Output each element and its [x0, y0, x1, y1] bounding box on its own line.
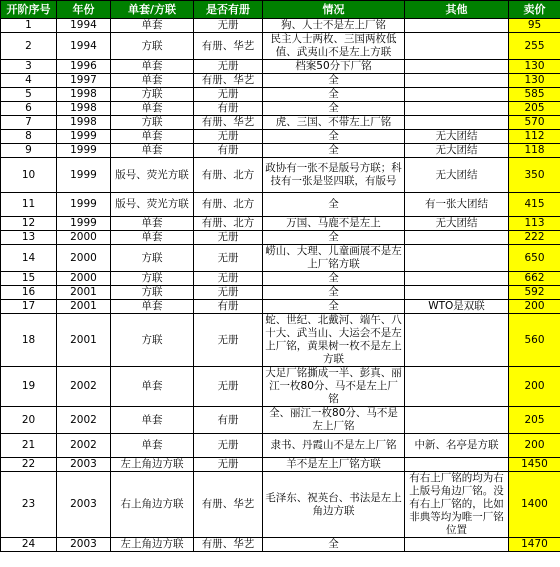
header-seq: 开阶序号: [1, 1, 57, 19]
cell-type: 单套: [111, 434, 194, 458]
cell-year: 2001: [57, 300, 111, 314]
cell-other: [405, 33, 509, 60]
table-row: [1, 300, 560, 314]
cell-type: 方联: [111, 286, 194, 300]
cell-situation: 虎、三国、不带左上厂铭: [263, 116, 405, 130]
cell-album: 有册、华艺: [194, 33, 263, 60]
header-type: 单套/方联: [111, 1, 194, 19]
cell-situation: 全: [263, 88, 405, 102]
cell-album: 无册: [194, 130, 263, 144]
table-row: [1, 434, 560, 458]
table-row: [1, 88, 560, 102]
table-row: [1, 272, 560, 286]
cell-year: 1998: [57, 116, 111, 130]
cell-price: 592: [509, 286, 560, 300]
cell-year: 1999: [57, 217, 111, 231]
cell-type: 方联: [111, 88, 194, 102]
table-row: [1, 314, 560, 367]
cell-seq: 8: [1, 130, 57, 144]
cell-album: 无册: [194, 272, 263, 286]
table-row: [1, 33, 560, 60]
cell-album: 无册: [194, 88, 263, 102]
cell-situation: 毛泽东、祝英台、书法是左上角边方联: [263, 472, 405, 538]
cell-price: 222: [509, 231, 560, 245]
cell-year: 2001: [57, 286, 111, 300]
cell-price: 118: [509, 144, 560, 158]
cell-type: 单套: [111, 74, 194, 88]
cell-other: 无大团结: [405, 158, 509, 193]
table-row: [1, 231, 560, 245]
cell-price: 662: [509, 272, 560, 286]
cell-album: 无册: [194, 245, 263, 272]
table-row: [1, 74, 560, 88]
cell-album: 有册、北方: [194, 217, 263, 231]
cell-other: [405, 88, 509, 102]
cell-other: [405, 245, 509, 272]
cell-seq: 5: [1, 88, 57, 102]
cell-situation: 全: [263, 144, 405, 158]
cell-type: 单套: [111, 231, 194, 245]
cell-price: 1450: [509, 458, 560, 472]
cell-situation: 档案50分下厂铭: [263, 60, 405, 74]
cell-year: 2003: [57, 458, 111, 472]
cell-album: 有册: [194, 300, 263, 314]
cell-seq: 24: [1, 538, 57, 552]
cell-seq: 21: [1, 434, 57, 458]
cell-other: 无大团结: [405, 217, 509, 231]
cell-other: [405, 407, 509, 434]
cell-other: 中新、名亭是方联: [405, 434, 509, 458]
cell-seq: 11: [1, 193, 57, 217]
cell-seq: 23: [1, 472, 57, 538]
cell-price: 560: [509, 314, 560, 367]
cell-situation: 全: [263, 74, 405, 88]
cell-type: 单套: [111, 407, 194, 434]
header-album: 是否有册: [194, 1, 263, 19]
cell-type: 左上角边方联: [111, 538, 194, 552]
table-row: [1, 407, 560, 434]
cell-album: 无册: [194, 60, 263, 74]
cell-year: 2003: [57, 472, 111, 538]
cell-situation: 全: [263, 102, 405, 116]
cell-price: 200: [509, 434, 560, 458]
cell-price: 205: [509, 407, 560, 434]
cell-seq: 19: [1, 367, 57, 407]
table-row: [1, 116, 560, 130]
cell-year: 2003: [57, 538, 111, 552]
cell-type: 单套: [111, 367, 194, 407]
cell-other: [405, 538, 509, 552]
cell-price: 200: [509, 300, 560, 314]
cell-situation: 万国、马鹿不是左上: [263, 217, 405, 231]
cell-type: 版号、荧光方联: [111, 158, 194, 193]
table-row: [1, 158, 560, 193]
cell-seq: 13: [1, 231, 57, 245]
cell-other: 有一张大团结: [405, 193, 509, 217]
cell-type: 方联: [111, 272, 194, 286]
cell-price: 570: [509, 116, 560, 130]
cell-year: 1998: [57, 102, 111, 116]
table-row: [1, 193, 560, 217]
cell-other: [405, 272, 509, 286]
cell-price: 650: [509, 245, 560, 272]
cell-price: 255: [509, 33, 560, 60]
cell-album: 无册: [194, 367, 263, 407]
cell-other: 无大团结: [405, 144, 509, 158]
cell-seq: 9: [1, 144, 57, 158]
table-row: [1, 286, 560, 300]
cell-seq: 1: [1, 19, 57, 33]
cell-year: 1994: [57, 33, 111, 60]
cell-situation: 民主人士两枚、三国两枚低值、武夷山不是左上方联: [263, 33, 405, 60]
table-row: [1, 19, 560, 33]
cell-situation: 全: [263, 272, 405, 286]
cell-album: 有册: [194, 102, 263, 116]
cell-price: 113: [509, 217, 560, 231]
cell-year: 1999: [57, 158, 111, 193]
cell-album: 有册、华艺: [194, 472, 263, 538]
cell-type: 单套: [111, 130, 194, 144]
cell-type: 左上角边方联: [111, 458, 194, 472]
cell-year: 2002: [57, 367, 111, 407]
cell-type: 方联: [111, 314, 194, 367]
cell-seq: 4: [1, 74, 57, 88]
cell-year: 1998: [57, 88, 111, 102]
cell-price: 415: [509, 193, 560, 217]
table-body: [1, 19, 560, 552]
cell-situation: 羊不是左上厂铭方联: [263, 458, 405, 472]
cell-other: 无大团结: [405, 130, 509, 144]
cell-album: 无册: [194, 314, 263, 367]
cell-album: 有册、华艺: [194, 116, 263, 130]
cell-situation: 全: [263, 300, 405, 314]
cell-year: 1999: [57, 144, 111, 158]
cell-year: 1994: [57, 19, 111, 33]
cell-year: 1999: [57, 130, 111, 144]
cell-album: 有册: [194, 144, 263, 158]
cell-situation: 大足厂铭撕成一半、彭真、丽江一枚80分、马不是左上厂铭: [263, 367, 405, 407]
table-row: [1, 472, 560, 538]
cell-seq: 20: [1, 407, 57, 434]
cell-seq: 17: [1, 300, 57, 314]
cell-type: 单套: [111, 217, 194, 231]
cell-type: 方联: [111, 245, 194, 272]
cell-album: 无册: [194, 458, 263, 472]
cell-situation: 蛇、世纪、北戴河、端午、八十大、武当山、大运会不是左上厂铭，黄果树一枚不是左上方联: [263, 314, 405, 367]
cell-situation: 隶书、丹霞山不是左上厂铭: [263, 434, 405, 458]
cell-type: 单套: [111, 300, 194, 314]
table-row: [1, 60, 560, 74]
table-row: [1, 367, 560, 407]
cell-situation: 政协有一张不是版号方联；科技有一张是竖四联，有版号: [263, 158, 405, 193]
cell-situation: 崂山、大理、儿童画展不是左上厂铭方联: [263, 245, 405, 272]
table-row: [1, 144, 560, 158]
header-price: 卖价: [509, 1, 560, 19]
cell-album: 有册、北方: [194, 193, 263, 217]
header-year: 年份: [57, 1, 111, 19]
cell-type: 单套: [111, 102, 194, 116]
cell-other: [405, 116, 509, 130]
table-row: [1, 217, 560, 231]
cell-price: 130: [509, 60, 560, 74]
cell-other: [405, 314, 509, 367]
table-row: [1, 130, 560, 144]
cell-seq: 18: [1, 314, 57, 367]
cell-price: 200: [509, 367, 560, 407]
cell-seq: 14: [1, 245, 57, 272]
cell-album: 有册: [194, 407, 263, 434]
cell-other: [405, 458, 509, 472]
cell-situation: 全: [263, 538, 405, 552]
cell-situation: 全: [263, 231, 405, 245]
cell-other: [405, 19, 509, 33]
cell-type: 版号、荧光方联: [111, 193, 194, 217]
cell-price: 112: [509, 130, 560, 144]
cell-year: 2001: [57, 314, 111, 367]
cell-year: 2002: [57, 434, 111, 458]
cell-album: 无册: [194, 231, 263, 245]
cell-type: 右上角边方联: [111, 472, 194, 538]
cell-seq: 6: [1, 102, 57, 116]
cell-year: 2000: [57, 245, 111, 272]
cell-situation: 全: [263, 286, 405, 300]
cell-seq: 22: [1, 458, 57, 472]
cell-situation: 全: [263, 193, 405, 217]
cell-price: 1400: [509, 472, 560, 538]
cell-seq: 2: [1, 33, 57, 60]
cell-price: 1470: [509, 538, 560, 552]
cell-type: 方联: [111, 116, 194, 130]
cell-price: 205: [509, 102, 560, 116]
cell-other: [405, 231, 509, 245]
cell-price: 350: [509, 158, 560, 193]
cell-seq: 15: [1, 272, 57, 286]
cell-album: 有册、华艺: [194, 74, 263, 88]
cell-other: [405, 102, 509, 116]
cell-album: 无册: [194, 434, 263, 458]
cell-other: 有右上厂铭的均为右上版号角边厂铭。没有右上厂铭的，比如非典等均为唯一厂铭位置: [405, 472, 509, 538]
cell-album: 有册、华艺: [194, 538, 263, 552]
table-row: [1, 245, 560, 272]
cell-other: [405, 367, 509, 407]
table-row: [1, 458, 560, 472]
cell-seq: 3: [1, 60, 57, 74]
cell-year: 1999: [57, 193, 111, 217]
cell-situation: 全: [263, 130, 405, 144]
cell-seq: 12: [1, 217, 57, 231]
cell-price: 585: [509, 88, 560, 102]
cell-situation: 狗、人士不是左上厂铭: [263, 19, 405, 33]
cell-type: 单套: [111, 19, 194, 33]
cell-seq: 16: [1, 286, 57, 300]
cell-seq: 7: [1, 116, 57, 130]
cell-price: 95: [509, 19, 560, 33]
cell-situation: 全、丽江一枚80分、马不是左上厂铭: [263, 407, 405, 434]
cell-price: 130: [509, 74, 560, 88]
cell-year: 2002: [57, 407, 111, 434]
cell-year: 1996: [57, 60, 111, 74]
cell-album: 有册、北方: [194, 158, 263, 193]
cell-album: 无册: [194, 286, 263, 300]
cell-year: 2000: [57, 231, 111, 245]
cell-other: [405, 286, 509, 300]
cell-type: 单套: [111, 60, 194, 74]
cell-year: 1997: [57, 74, 111, 88]
cell-seq: 10: [1, 158, 57, 193]
cell-other: [405, 74, 509, 88]
cell-type: 单套: [111, 144, 194, 158]
cell-album: 无册: [194, 19, 263, 33]
header-situation: 情况: [263, 1, 405, 19]
cell-year: 2000: [57, 272, 111, 286]
table-row: [1, 538, 560, 552]
cell-type: 方联: [111, 33, 194, 60]
header-other: 其他: [405, 1, 509, 19]
table-header-row: [1, 1, 560, 19]
cell-other: WTO是双联: [405, 300, 509, 314]
table-row: [1, 102, 560, 116]
cell-other: [405, 60, 509, 74]
